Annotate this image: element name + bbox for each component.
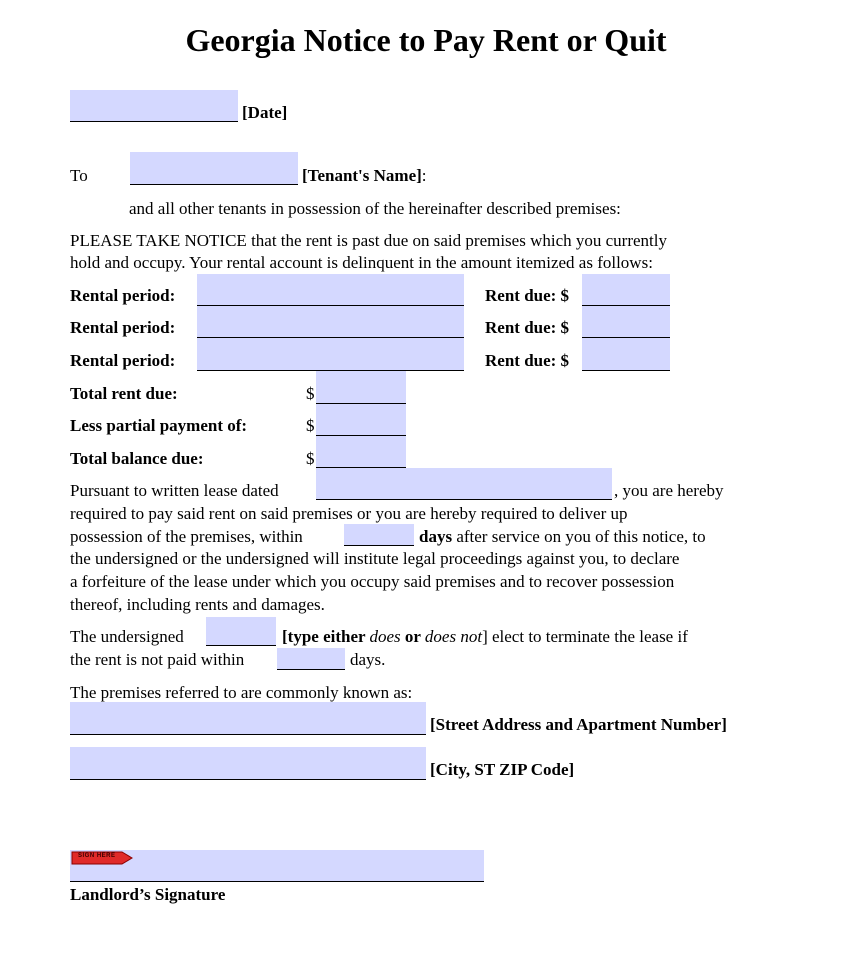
total-balance-dollar: $	[306, 449, 315, 468]
date-field[interactable]	[70, 90, 238, 122]
city-state-zip-field[interactable]	[70, 747, 426, 780]
days-to-pay-field[interactable]	[344, 524, 414, 546]
total-rent-due-label: Total rent due:	[70, 384, 178, 403]
total-balance-field[interactable]	[316, 436, 406, 468]
notice-line-1: PLEASE TAKE NOTICE that the rent is past due on said premises which you currently	[70, 231, 667, 250]
lease-line-3-tail: after service on you of this notice, to	[456, 527, 706, 546]
or-label: or	[400, 627, 425, 646]
street-address-label: [Street Address and Apartment Number]	[430, 715, 727, 734]
elect-line-2-start: the rent is not paid within	[70, 650, 245, 669]
bracket-close: ]	[482, 627, 488, 646]
date-label: [Date]	[242, 103, 288, 122]
total-rent-dollar: $	[306, 384, 315, 403]
does-label: does	[369, 627, 401, 646]
lease-line-4: the undersigned or the undersigned will institute legal proceedings against you, to declare	[70, 549, 680, 568]
notice-line-2: hold and occupy. Your rental account is delinquent in the amount itemized as follows:	[70, 253, 653, 272]
elect-instruction	[282, 627, 688, 647]
rental-period-field-1[interactable]	[197, 274, 464, 306]
landlord-signature-label: Landlord’s Signature	[70, 885, 226, 904]
lease-dated-label: Pursuant to written lease dated	[70, 481, 279, 500]
partial-payment-dollar: $	[306, 416, 315, 435]
elect-start: The undersigned	[70, 627, 184, 646]
rental-period-label-3: Rental period:	[70, 351, 176, 370]
elect-tail: elect to terminate the lease if	[487, 627, 688, 646]
lease-line-3-start: possession of the premises, within	[70, 527, 303, 546]
total-rent-due-field[interactable]	[316, 371, 406, 404]
does-or-does-not-field[interactable]	[206, 617, 276, 646]
tenant-name-label: [Tenant's Name]	[302, 166, 422, 185]
days-to-terminate-field[interactable]	[277, 648, 345, 670]
sign-here-tag-icon[interactable]	[70, 850, 134, 866]
other-tenants-text: and all other tenants in possession of the hereinafter described premises:	[129, 199, 621, 218]
rental-period-field-2[interactable]	[197, 306, 464, 338]
rent-due-label-1: Rent due: $	[485, 286, 570, 305]
does-not-label: does not	[424, 627, 483, 646]
lease-line-3-end	[419, 527, 706, 547]
rental-period-label-1: Rental period:	[70, 286, 176, 305]
rent-due-field-2[interactable]	[582, 306, 670, 338]
tenant-name-label-wrap	[302, 166, 427, 186]
days-bold-label: days	[419, 527, 453, 546]
type-either-label: [type either	[282, 627, 370, 646]
total-balance-label: Total balance due:	[70, 449, 204, 468]
lease-line-6: thereof, including rents and damages.	[70, 595, 325, 614]
to-label: To	[70, 166, 88, 185]
rent-due-field-3[interactable]	[582, 338, 670, 371]
lease-line-2: required to pay said rent on said premises or you are hereby required to deliver up	[70, 504, 628, 523]
rent-due-label-3: Rent due: $	[485, 351, 570, 370]
rental-period-label-2: Rental period:	[70, 318, 176, 337]
rent-due-label-2: Rent due: $	[485, 318, 570, 337]
lease-line-5: a forfeiture of the lease under which you occupy said premises and to recover possession	[70, 572, 675, 591]
sign-here-tag-text: SIGN HERE	[78, 853, 116, 859]
city-state-zip-label: [City, ST ZIP Code]	[430, 760, 575, 779]
page-title: Georgia Notice to Pay Rent or Quit	[185, 22, 667, 58]
premises-label: The premises referred to are commonly known as:	[70, 683, 413, 702]
tenant-name-colon: :	[421, 166, 427, 185]
street-address-field[interactable]	[70, 702, 426, 735]
partial-payment-field[interactable]	[316, 404, 406, 436]
rental-period-field-3[interactable]	[197, 338, 464, 371]
lease-date-field[interactable]	[316, 468, 612, 500]
elect-line-2-end: days.	[350, 650, 386, 669]
partial-payment-label: Less partial payment of:	[70, 416, 248, 435]
tenant-name-field[interactable]	[130, 152, 298, 185]
lease-line-1-end: , you are hereby	[614, 481, 724, 500]
rent-due-field-1[interactable]	[582, 274, 670, 306]
